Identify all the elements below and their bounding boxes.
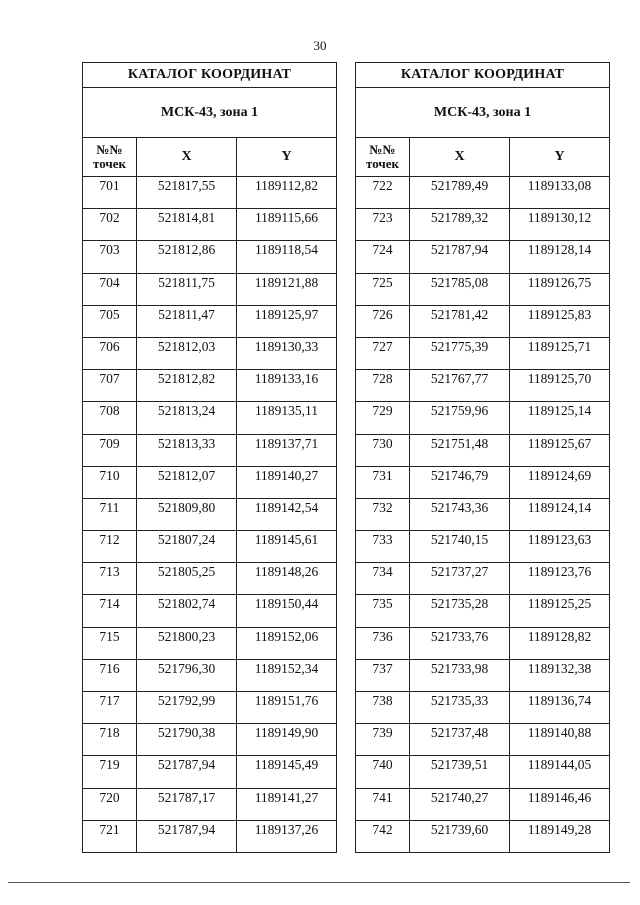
point-number-cell: 736	[356, 627, 410, 659]
x-coordinate-cell: 521811,75	[137, 273, 237, 305]
table-row	[83, 756, 337, 788]
table-row	[356, 402, 610, 434]
x-coordinate-cell: 521796,30	[137, 659, 237, 691]
y-coordinate-cell: 1189137,71	[237, 434, 337, 466]
y-coordinate-cell: 1189130,12	[510, 209, 610, 241]
x-coordinate-cell: 521813,24	[137, 402, 237, 434]
y-coordinate-cell: 1189112,82	[237, 177, 337, 209]
x-coordinate-cell: 521792,99	[137, 692, 237, 724]
point-number-cell: 719	[83, 756, 137, 788]
table-row	[83, 820, 337, 852]
table-row	[356, 627, 610, 659]
y-coordinate-cell: 1189126,75	[510, 273, 610, 305]
table-row	[83, 273, 337, 305]
table-row	[356, 820, 610, 852]
table-row	[83, 531, 337, 563]
table-row	[356, 724, 610, 756]
point-number-cell: 716	[83, 659, 137, 691]
table-row	[356, 434, 610, 466]
x-coordinate-cell: 521789,32	[410, 209, 510, 241]
y-coordinate-cell: 1189128,14	[510, 241, 610, 273]
x-coordinate-cell: 521739,51	[410, 756, 510, 788]
table-row	[356, 498, 610, 530]
y-coordinate-cell: 1189152,06	[237, 627, 337, 659]
point-number-cell: 701	[83, 177, 137, 209]
table-row	[356, 692, 610, 724]
point-number-header-line2: точек	[366, 156, 399, 171]
table-row	[83, 788, 337, 820]
table-row	[83, 434, 337, 466]
y-coordinate-cell: 1189118,54	[237, 241, 337, 273]
table-row	[356, 788, 610, 820]
point-number-cell: 712	[83, 531, 137, 563]
catalog-title: КАТАЛОГ КООРДИНАТ	[356, 63, 610, 88]
table-row	[356, 177, 610, 209]
y-coordinate-cell: 1189144,05	[510, 756, 610, 788]
point-number-cell: 707	[83, 370, 137, 402]
y-coordinate-cell: 1189115,66	[237, 209, 337, 241]
x-coordinate-cell: 521787,94	[137, 756, 237, 788]
x-coordinate-cell: 521809,80	[137, 498, 237, 530]
table-row	[356, 659, 610, 691]
point-number-cell: 721	[83, 820, 137, 852]
x-coordinate-cell: 521746,79	[410, 466, 510, 498]
y-coordinate-cell: 1189140,88	[510, 724, 610, 756]
coordinate-system-zone: МСК-43, зона 1	[83, 88, 337, 138]
table-row	[83, 305, 337, 337]
table-row	[83, 659, 337, 691]
y-coordinate-cell: 1189135,11	[237, 402, 337, 434]
y-coordinate-cell: 1189132,38	[510, 659, 610, 691]
point-number-cell: 738	[356, 692, 410, 724]
y-coordinate-cell: 1189125,14	[510, 402, 610, 434]
point-number-cell: 722	[356, 177, 410, 209]
point-number-cell: 726	[356, 305, 410, 337]
point-number-cell: 734	[356, 563, 410, 595]
point-number-cell: 725	[356, 273, 410, 305]
point-number-cell: 709	[83, 434, 137, 466]
y-coordinate-cell: 1189148,26	[237, 563, 337, 595]
point-number-header-line1: №№	[369, 142, 396, 157]
table-row	[83, 627, 337, 659]
y-coordinate-cell: 1189125,71	[510, 337, 610, 369]
point-number-header	[83, 138, 137, 177]
point-number-cell: 705	[83, 305, 137, 337]
table-row	[83, 402, 337, 434]
y-coordinate-cell: 1189140,27	[237, 466, 337, 498]
x-coordinate-cell: 521790,38	[137, 724, 237, 756]
y-coordinate-cell: 1189125,97	[237, 305, 337, 337]
y-coordinate-cell: 1189151,76	[237, 692, 337, 724]
table-row	[356, 563, 610, 595]
point-number-cell: 723	[356, 209, 410, 241]
y-coordinate-cell: 1189149,28	[510, 820, 610, 852]
coordinate-catalog-table-right	[355, 62, 610, 853]
point-number-cell: 742	[356, 820, 410, 852]
y-coordinate-cell: 1189125,25	[510, 595, 610, 627]
point-number-cell: 720	[83, 788, 137, 820]
y-coordinate-cell: 1189124,14	[510, 498, 610, 530]
x-coordinate-cell: 521805,25	[137, 563, 237, 595]
x-coordinate-cell: 521787,94	[410, 241, 510, 273]
coordinate-catalog-table-left	[82, 62, 337, 853]
table-row	[356, 209, 610, 241]
table-row	[356, 756, 610, 788]
x-coordinate-cell: 521781,42	[410, 305, 510, 337]
y-coordinate-cell: 1189150,44	[237, 595, 337, 627]
y-coordinate-cell: 1189125,70	[510, 370, 610, 402]
x-coordinate-cell: 521812,07	[137, 466, 237, 498]
table-row	[83, 498, 337, 530]
point-number-header	[356, 138, 410, 177]
x-coordinate-cell: 521789,49	[410, 177, 510, 209]
point-number-cell: 724	[356, 241, 410, 273]
table-row	[83, 370, 337, 402]
table-row	[83, 692, 337, 724]
y-coordinate-cell: 1189121,88	[237, 273, 337, 305]
y-column-header: Y	[510, 138, 610, 177]
point-number-cell: 741	[356, 788, 410, 820]
point-number-cell: 737	[356, 659, 410, 691]
table-row	[356, 337, 610, 369]
x-column-header: X	[410, 138, 510, 177]
x-coordinate-cell: 521737,27	[410, 563, 510, 595]
y-coordinate-cell: 1189137,26	[237, 820, 337, 852]
table-row	[83, 337, 337, 369]
point-number-cell: 703	[83, 241, 137, 273]
y-coordinate-cell: 1189152,34	[237, 659, 337, 691]
x-coordinate-cell: 521817,55	[137, 177, 237, 209]
point-number-cell: 727	[356, 337, 410, 369]
point-number-cell: 711	[83, 498, 137, 530]
x-coordinate-cell: 521813,33	[137, 434, 237, 466]
x-coordinate-cell: 521812,03	[137, 337, 237, 369]
table-row	[83, 724, 337, 756]
table-row	[83, 209, 337, 241]
page-bottom-rule	[8, 882, 630, 883]
x-coordinate-cell: 521737,48	[410, 724, 510, 756]
x-coordinate-cell: 521733,98	[410, 659, 510, 691]
table-row	[356, 370, 610, 402]
x-coordinate-cell: 521807,24	[137, 531, 237, 563]
table-row	[356, 531, 610, 563]
point-number-cell: 729	[356, 402, 410, 434]
table-row	[83, 177, 337, 209]
x-coordinate-cell: 521733,76	[410, 627, 510, 659]
x-coordinate-cell: 521800,23	[137, 627, 237, 659]
x-coordinate-cell: 521814,81	[137, 209, 237, 241]
point-number-cell: 732	[356, 498, 410, 530]
y-coordinate-cell: 1189141,27	[237, 788, 337, 820]
point-number-cell: 731	[356, 466, 410, 498]
point-number-cell: 706	[83, 337, 137, 369]
table-row	[83, 563, 337, 595]
x-coordinate-cell: 521812,82	[137, 370, 237, 402]
x-coordinate-cell: 521735,33	[410, 692, 510, 724]
table-row	[356, 273, 610, 305]
x-coordinate-cell: 521759,96	[410, 402, 510, 434]
point-number-cell: 733	[356, 531, 410, 563]
point-number-cell: 715	[83, 627, 137, 659]
coordinate-rows	[83, 177, 337, 853]
x-coordinate-cell: 521740,27	[410, 788, 510, 820]
x-coordinate-cell: 521785,08	[410, 273, 510, 305]
point-number-cell: 718	[83, 724, 137, 756]
x-coordinate-cell: 521740,15	[410, 531, 510, 563]
table-row	[356, 595, 610, 627]
page-number: 30	[313, 38, 327, 53]
x-coordinate-cell: 521811,47	[137, 305, 237, 337]
point-number-cell: 739	[356, 724, 410, 756]
x-coordinate-cell: 521787,94	[137, 820, 237, 852]
coordinate-rows	[356, 177, 610, 853]
y-coordinate-cell: 1189142,54	[237, 498, 337, 530]
x-coordinate-cell: 521802,74	[137, 595, 237, 627]
point-number-cell: 708	[83, 402, 137, 434]
y-coordinate-cell: 1189145,49	[237, 756, 337, 788]
table-row	[356, 305, 610, 337]
point-number-cell: 710	[83, 466, 137, 498]
y-column-header: Y	[237, 138, 337, 177]
y-coordinate-cell: 1189130,33	[237, 337, 337, 369]
point-number-cell: 717	[83, 692, 137, 724]
y-coordinate-cell: 1189125,83	[510, 305, 610, 337]
x-coordinate-cell: 521787,17	[137, 788, 237, 820]
point-number-cell: 740	[356, 756, 410, 788]
point-number-cell: 730	[356, 434, 410, 466]
y-coordinate-cell: 1189128,82	[510, 627, 610, 659]
y-coordinate-cell: 1189124,69	[510, 466, 610, 498]
y-coordinate-cell: 1189125,67	[510, 434, 610, 466]
point-number-cell: 728	[356, 370, 410, 402]
point-number-cell: 713	[83, 563, 137, 595]
point-number-header-line1: №№	[96, 142, 123, 157]
x-coordinate-cell: 521775,39	[410, 337, 510, 369]
coordinate-system-zone: МСК-43, зона 1	[356, 88, 610, 138]
x-coordinate-cell: 521743,36	[410, 498, 510, 530]
catalog-title: КАТАЛОГ КООРДИНАТ	[83, 63, 337, 88]
y-coordinate-cell: 1189123,63	[510, 531, 610, 563]
table-row	[356, 466, 610, 498]
point-number-cell: 735	[356, 595, 410, 627]
x-coordinate-cell: 521751,48	[410, 434, 510, 466]
y-coordinate-cell: 1189123,76	[510, 563, 610, 595]
x-coordinate-cell: 521767,77	[410, 370, 510, 402]
y-coordinate-cell: 1189133,08	[510, 177, 610, 209]
point-number-cell: 704	[83, 273, 137, 305]
point-number-header-line2: точек	[93, 156, 126, 171]
x-coordinate-cell: 521739,60	[410, 820, 510, 852]
table-row	[83, 241, 337, 273]
table-row	[83, 595, 337, 627]
y-coordinate-cell: 1189145,61	[237, 531, 337, 563]
x-coordinate-cell: 521735,28	[410, 595, 510, 627]
y-coordinate-cell: 1189149,90	[237, 724, 337, 756]
y-coordinate-cell: 1189133,16	[237, 370, 337, 402]
point-number-cell: 702	[83, 209, 137, 241]
table-row	[83, 466, 337, 498]
point-number-cell: 714	[83, 595, 137, 627]
y-coordinate-cell: 1189136,74	[510, 692, 610, 724]
x-coordinate-cell: 521812,86	[137, 241, 237, 273]
table-row	[356, 241, 610, 273]
x-column-header: X	[137, 138, 237, 177]
y-coordinate-cell: 1189146,46	[510, 788, 610, 820]
